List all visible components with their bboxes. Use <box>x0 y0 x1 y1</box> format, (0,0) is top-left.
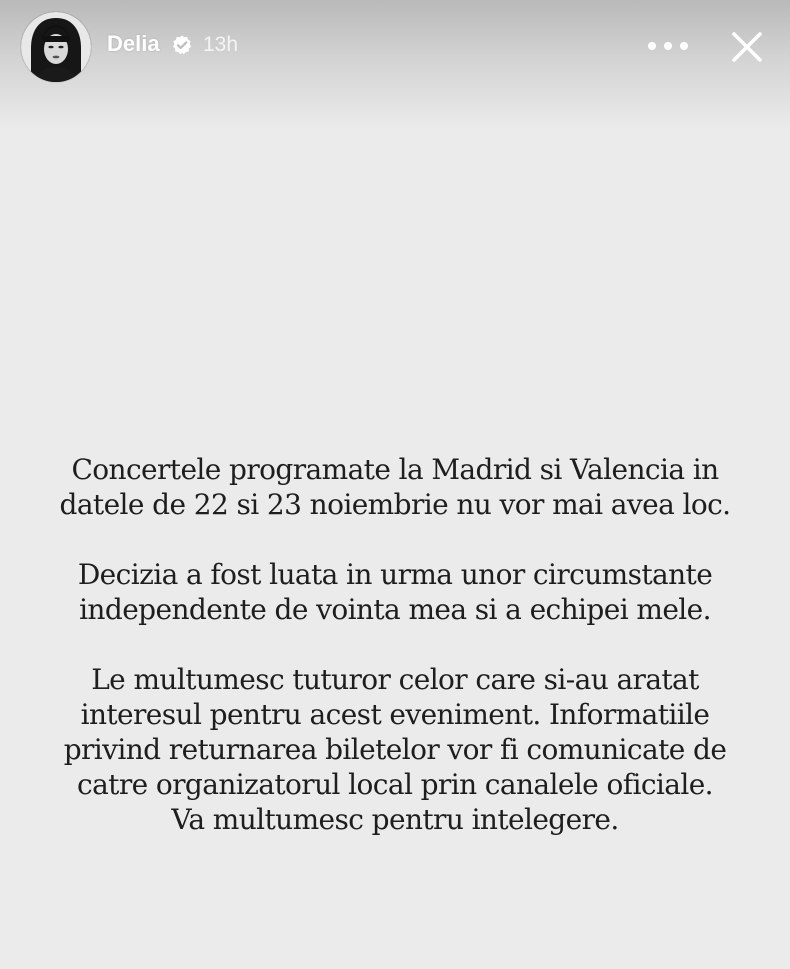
more-horizontal-icon <box>648 42 656 50</box>
message-line: Decizia a fost luata in urma unor circumstante <box>77 558 713 591</box>
message-line: privind returnarea biletelor vor fi comunicate de <box>63 733 727 766</box>
avatar-image <box>21 12 91 82</box>
message-paragraph <box>0 452 790 522</box>
story-header <box>0 0 790 94</box>
message-line: interesul pentru acest eveniment. Informatiile <box>80 698 710 731</box>
message-line: Le multumesc tuturor celor care si-au aratat <box>91 663 699 696</box>
more-options-button[interactable] <box>644 32 692 60</box>
message-paragraph <box>0 557 790 627</box>
close-button[interactable] <box>728 28 766 66</box>
message-paragraph <box>0 662 790 837</box>
message-line: Va multumesc pentru intelegere. <box>171 803 619 836</box>
message-line: catre organizatorul local prin canalele oficiale. <box>77 768 713 801</box>
story-message <box>0 452 790 837</box>
more-horizontal-icon-dot <box>680 42 688 50</box>
username[interactable]: Delia <box>107 31 160 56</box>
verified-badge-icon <box>171 34 193 56</box>
close-icon <box>728 28 766 66</box>
more-horizontal-icon-dot <box>664 42 672 50</box>
message-line: independente de vointa mea si a echipei mele. <box>79 593 711 626</box>
avatar[interactable] <box>21 12 91 82</box>
message-line: datele de 22 si 23 noiembrie nu vor mai avea loc. <box>59 488 731 521</box>
message-line: Concertele programate la Madrid si Valencia in <box>71 453 719 486</box>
timestamp: 13h <box>203 33 239 56</box>
